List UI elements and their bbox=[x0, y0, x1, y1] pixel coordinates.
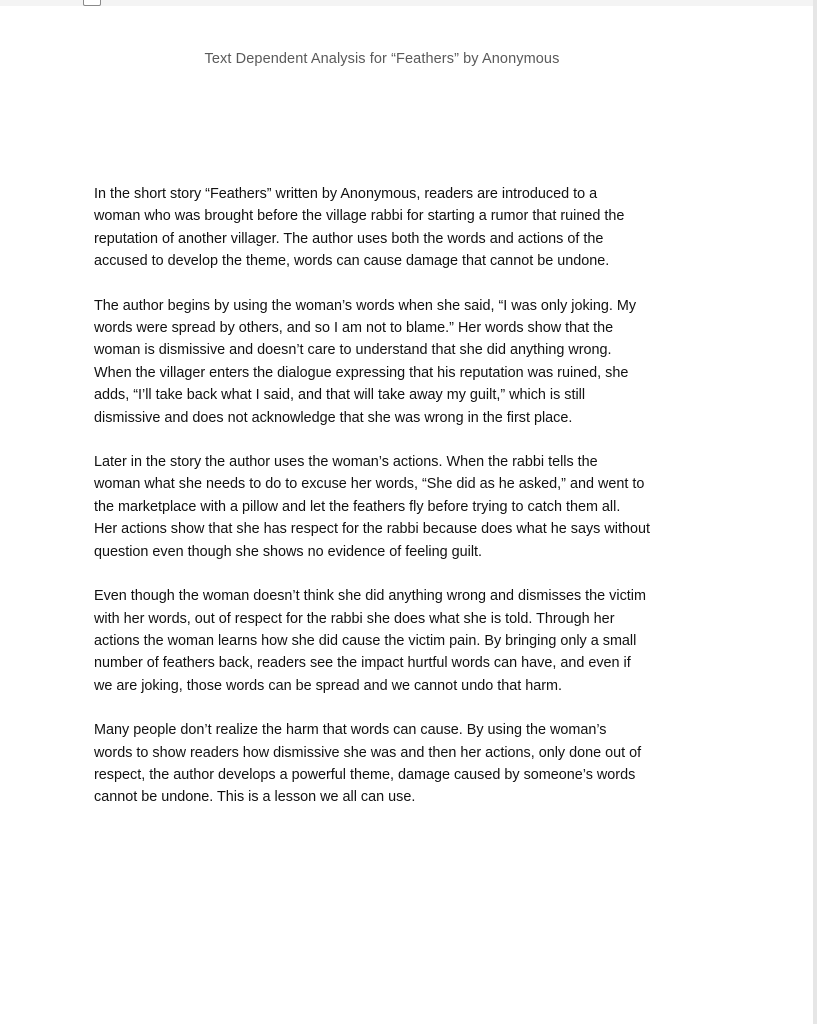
paragraph-introduction: In the short story “Feathers” written by Anonymous, readers are introduced to a woman who was brought before the village rabbi for starting a rumor that ruined the reputation of another villager. The author uses both the words and actions of the accused to develop the theme, words can cause damage that cannot be undone. bbox=[94, 186, 625, 270]
paragraph-words: The author begins by using the woman’s words when she said, “I was only joking. My words were spread by others, and so I am not to blame.” Her words show that the woman is dismissive and doesn’t care to understand that she did anything wrong. When the villager enters the dialogue expressing that his reputation was ruined, she adds, “I’ll take back what I said, and that will take away my guilt,” which is still dismissive and does not acknowledge that she was wrong in the first place. bbox=[94, 297, 637, 426]
paragraph-analysis: Even though the woman doesn’t think she did anything wrong and dismisses the victim with her words, out of respect for the rabbi she does what she is told. Through her actions the woman learns how she did cause the victim pain. By bringing only a small number of feathers back, readers see the impact hurtful words can have, and even if we are joking, those words can be spread and we cannot undo that harm. bbox=[94, 588, 646, 694]
corner-checkbox[interactable] bbox=[83, 0, 101, 6]
paragraph-actions: Later in the story the author uses the woman’s actions. When the rabbi tells the woman what she needs to do to excuse her words, “She did as he asked,” and went to the marketplace with a pillow and let the feathers fly before trying to catch them all. Her actions show that she has respect for the rabbi because does what he says without question even though she shows no evidence of feeling guilt. bbox=[94, 454, 650, 560]
paragraph-conclusion: Many people don’t realize the harm that words can cause. By using the woman’s words to show readers how dismissive she was and then her actions, only done out of respect, the author develops a powerful theme, damage caused by someone’s words cannot be undone. This is a lesson we all can use. bbox=[94, 722, 642, 806]
document-body bbox=[94, 183, 734, 831]
document-title: Text Dependent Analysis for “Feathers” by Anonymous bbox=[204, 51, 560, 67]
page-right-edge bbox=[813, 0, 817, 1024]
window-top-edge bbox=[0, 0, 817, 6]
